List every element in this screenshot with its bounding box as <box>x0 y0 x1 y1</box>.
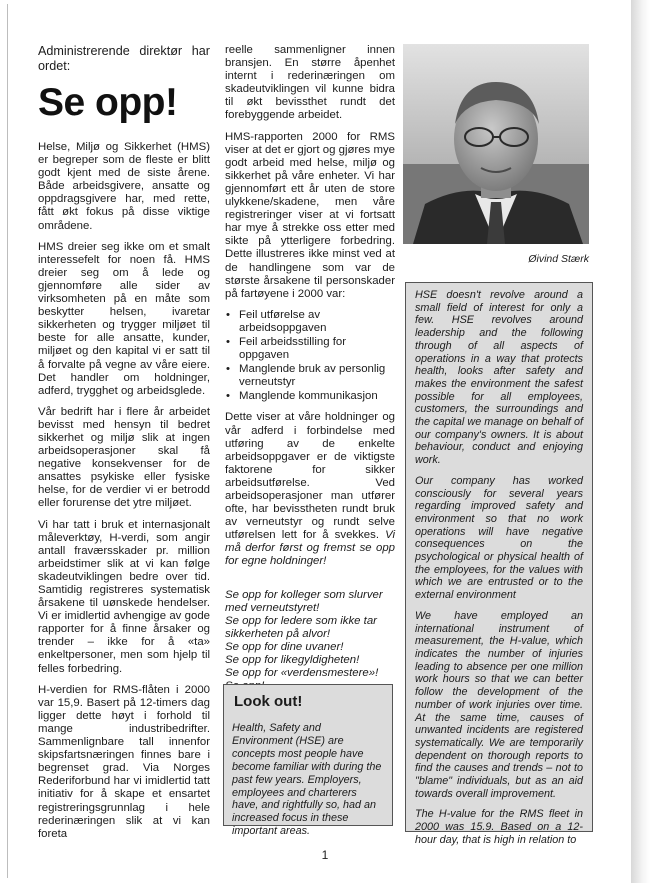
mid-paragraph: reelle sammenligner innen bransjen. En større åpenhet internt i rederinæringen om skadeutviklingen vil kunne bidra til økt bevissthet rundt det forebyggende arbeidet. <box>225 44 395 122</box>
se-opp-line: Se opp for ledere som ikke tar sikkerheten på alvor! <box>225 614 377 640</box>
cause-list-item: • Feil utførelse av arbeidsoppgaven <box>225 309 395 335</box>
english-paragraph: Our company has worked consciously for several years regarding improved safety and environment so that no work operations will have negative consequences on the psychological or physical health of the employees, for the values with which we are entrusted or to the external environment <box>415 474 583 602</box>
lookout-box <box>223 684 393 838</box>
cause-list <box>225 309 395 404</box>
mid-after-bullets: Dette viser at våre holdninger og vår adferd i forbindelse med utføring av de enkelte arbeidsoppgaver er de viktigste faktorene for sikker arbeidsutførelse. Ved arbeidsoperasjoner man utfører ofte, har bevisstheten rundt bruk av verneutstyr og rundt selve utførelsen lett for å svekkes. <box>225 411 395 542</box>
intro-text: Administrerende direktør har ordet: <box>38 44 210 73</box>
portrait-illustration <box>403 44 589 244</box>
left-paragraph: Helse, Miljø og Sikkerhet (HMS) er begreper som de fleste er blitt godt kjent med de siste årene. Både arbeidsgivere, ansatte og oppdragsgivere har, med rette, fått økt fokus på disse viktige områdene. <box>38 141 210 232</box>
left-column <box>38 44 210 849</box>
english-paragraph: HSE doesn't revolve around a small field of interest for only a few. HSE revolves around leadership and the following through of all aspects of operations in a way that protects health, looks after safety and makes the environment the safest possible for all employees, customers, the surroundings and the capital we manage on behalf of our company's owners. It is about behaviour, conduct and enjoying work. <box>415 289 583 467</box>
cause-list-item: • Manglende bruk av personlig verneutstyr <box>225 363 395 389</box>
headline: Se opp! <box>38 81 178 124</box>
left-paragraph: Vi har tatt i bruk et internasjonalt måleverktøy, H-verdi, som angir antall fraværsskader pr. million arbeidstimer slik at vi kan følge skadeutviklingen bedre over tid. Samtidig registreres systematisk årsakene til uønskede hendelser. Vi er imidlertid avhengige av gode rapporter for å finne årsaker og trender – ikke for å «ta» enkeltpersoner, men som hjelp til felles forbedring. <box>38 518 210 675</box>
se-opp-list <box>225 589 395 694</box>
mid-italic-tail: Vi må derfor først og fremst se opp for egne holdninger! <box>225 529 395 568</box>
mid-paragraph <box>225 411 395 568</box>
lookout-title: Look out! <box>234 693 303 710</box>
left-paragraph: H-verdien for RMS-flåten i 2000 var 15,9. Basert på 12-timers dag ligger dette høyt i forhold til mange industribedrifter. Sammenlignbare tall innenfor skipsfartsnæringen finnes bare i begrenset grad. Via Norges Rederiforbund har vi imidlertid tatt initiativ for å skape et ensartet registreringsgrunnlag i hele rederinæringen slik at vi kan foreta <box>38 683 210 840</box>
english-paragraph: We have employed an international instrument of measurement, the H-value, which indicates the number of injuries leading to absence per one million work hours so that we can better follow the development of the number of work injuries over time. At the same time, causes of unwanted incidents are registered systematically. We are temporarily dependent on thorough reports to find the causes and trends – not to "blame" individuals, but as an aid towards overall improvement. <box>415 609 583 800</box>
page-number: 1 <box>321 848 329 862</box>
se-opp-line: Se opp for «verdensmestere»! <box>225 667 379 680</box>
se-opp-line: Se opp for kolleger som slurver med verneutstyret! <box>225 588 383 614</box>
english-summary-box <box>405 282 593 846</box>
english-paragraph: The H-value for the RMS fleet in 2000 was 15.9. Based on a 12-hour day, that is high in relation to <box>415 808 583 846</box>
se-opp-line: Se opp for likegyldigheten! <box>225 654 360 667</box>
left-paragraph: HMS dreier seg ikke om et smalt interessefelt for noen få. HMS dreier seg om å lede og gjennomføre alle sider av virksomheten på en måte som beskytter helsen, ivaretar sikkerheten og trygger miljøet til beste for alle ansatte, kunder, miljøet og den kapital vi er satt til å forvalte på vegne av våre eiere. Det handler om holdninger, adferd, trygghet og arbeidsglede. <box>38 240 210 397</box>
portrait-photo <box>403 44 589 244</box>
page-edge-shadow <box>631 0 650 883</box>
left-paragraph: Vår bedrift har i flere år arbeidet bevisst med hensyn til bedret sikkerhet og miljø slik at ingen arbeidsoperasjoner skal få negative konsekvenser for de ansattes psykiske eller fysiske helse, for de verdier vi er betrodd eller forurense det ytre miljøet. <box>38 405 210 510</box>
photo-caption: Øivind Stærk <box>528 253 589 265</box>
cause-list-item: • Feil arbeidsstilling for oppgaven <box>225 336 395 362</box>
cause-list-item: • Manglende kommunikasjon <box>225 390 395 403</box>
se-opp-line: Se opp for dine uvaner! <box>225 640 344 653</box>
middle-column <box>225 44 395 693</box>
mid-paragraph: HMS-rapporten 2000 for RMS viser at det er gjort og gjøres mye godt arbeid med helse, miljø og sikkerhet på våre enheter. Vi har gjennomført ett år uten de store ulykkene/skadene, men våre registreringer viser at vi fortsatt har mye å strekke oss etter med sikte på ytterligere forbedring. Dette illustreres ikke minst ved at de handlingene som var de største årsakene til personskader på fartøyene i 2000 var: <box>225 130 395 300</box>
lookout-text: Health, Safety and Environment (HSE) are concepts most people have become familiar with during the past few years. Employers, employees and charterers have, and rightfully so, had an increased focus in these important areas. <box>232 722 382 838</box>
